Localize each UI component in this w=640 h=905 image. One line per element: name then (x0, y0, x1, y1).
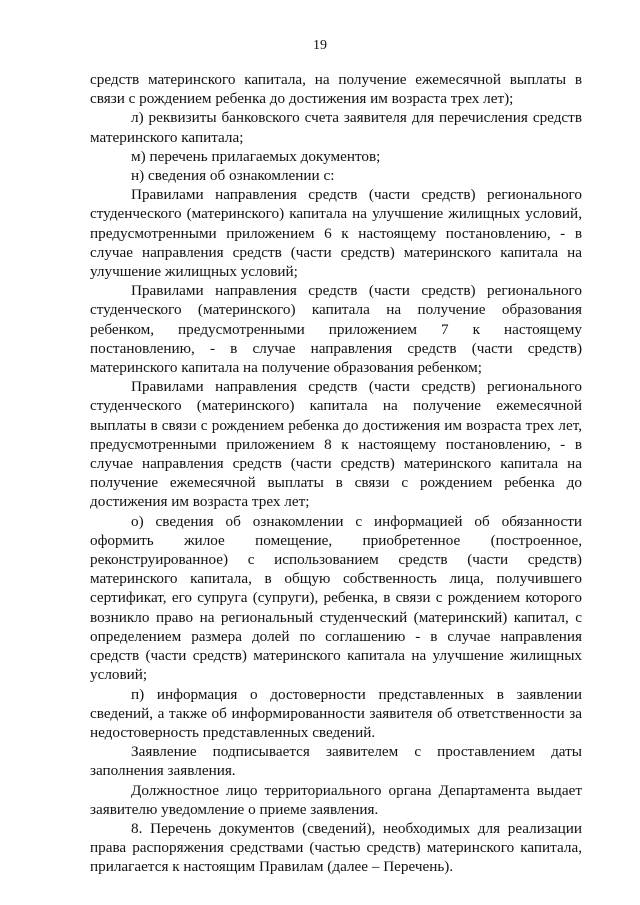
paragraph-item-m: м) перечень прилагаемых документов; (131, 147, 381, 165)
paragraph-item-n: н) сведения об ознакомлении с: (131, 167, 335, 185)
paragraph-item-l: л) реквизиты банковского счета заявителя для перечисления средств материнского капитала; (90, 109, 582, 146)
paragraph-notification: Должностное лицо территориального органа Департамента выдает заявителю уведомление о приеме заявления. (90, 781, 582, 818)
paragraph-rules-education: Правилами направления средств (части средств) регионального студенческого (материнского) капитала на получение образования ребенком, предусмотренными приложением 7 к настоящему постановлению, - в случае направления средств (части средств) материнского капитала на получение образования ребенком; (90, 282, 582, 377)
paragraph-item-o: о) сведения об ознакомлении с информацией об обязанности оформить жилое помещение, приобретенное (построенное, реконструированное) с использованием средств (части средств) материнского капитала, в общую собственность лица, получившего сертификат, его супруга (супруги), ребенка, в связи с рождением которого возникло право на региональный студенческий (материнский) капитал, с определением размера долей по соглашению - в случае направления средств (части средств) материнского капитала на улучшение жилищных условий; (90, 512, 582, 684)
paragraph-rules-monthly-payment: Правилами направления средств (части средств) регионального студенческого (материнского) капитала на получение ежемесячной выплаты в связи с рождением ребенка до достижения им возраста трех лет, предусмотренными приложением 8 к настоящему постановлению, - в случае направления средств (части средств) материнского капитала на получение ежемесячной выплаты в связи с рождением ребенка до достижения им возраста трех лет; (90, 378, 582, 511)
paragraph-signature: Заявление подписывается заявителем с проставлением даты заполнения заявления. (90, 743, 582, 780)
paragraph-item-p: п) информация о достоверности представленных в заявлении сведений, а также об информированности заявителя об ответственности за недостоверность представленных сведений. (90, 685, 582, 741)
paragraph-rules-housing: Правилами направления средств (части средств) регионального студенческого (материнского) капитала на улучшение жилищных условий, предусмотренными приложением 6 к настоящему постановлению, - в случае направления средств (части средств) материнского капитала на улучшение жилищных условий; (90, 186, 582, 281)
page-number: 19 (313, 38, 327, 53)
paragraph-continuation: средств материнского капитала, на получение ежемесячной выплаты в связи с рождением ребенка до достижения им возраста трех лет); (90, 71, 582, 108)
paragraph-item-8: 8. Перечень документов (сведений), необходимых для реализации права распоряжения средствами (частью средств) материнского капитала, прилагается к настоящим Правилам (далее – Перечень). (90, 819, 582, 876)
document-body (90, 70, 582, 877)
